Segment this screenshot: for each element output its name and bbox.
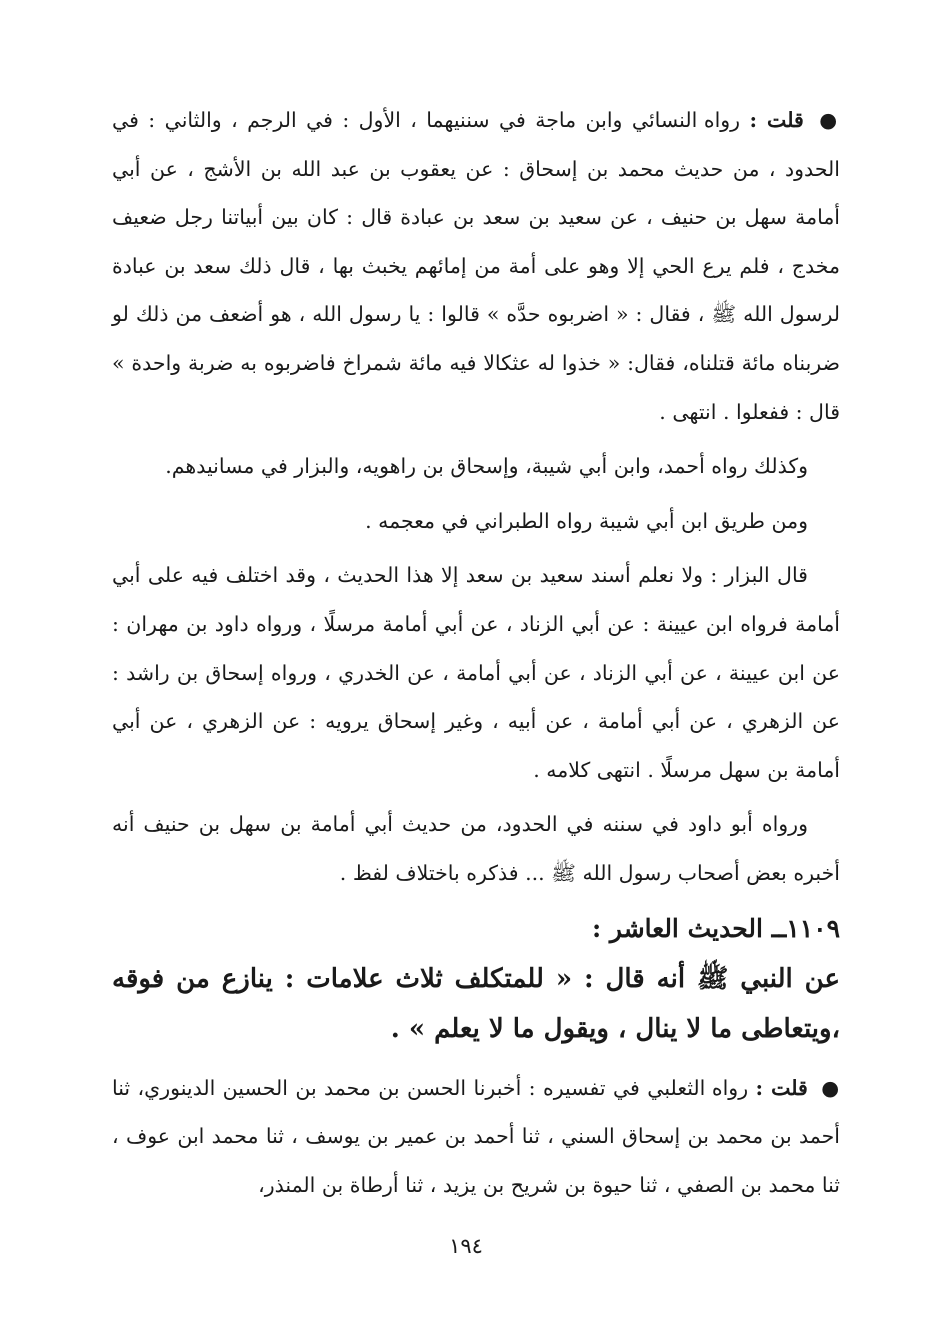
page-body — [112, 96, 840, 1209]
paragraph-final — [112, 1064, 840, 1210]
bullet-icon: ● — [819, 108, 840, 132]
paragraph-1 — [112, 96, 840, 436]
paragraph-text: رواه الثعلبي في تفسيره : أخبرنا الحسن بن محمد بن الحسين الدينوري، ثنا أحمد بن محمد بن إسحاق السني ، ثنا أحمد بن عمير بن يوسف ، ثنا محمد ابن عوف ، ثنا محمد بن الصفي ، ثنا حيوة بن شريح بن يزيد ، ثنا أرطاة بن المنذر، — [112, 1075, 840, 1197]
paragraph-text: ورواه أبو داود في سننه في الحدود، من حديث أبي أمامة بن سهل بن حنيف أنه أخبره بعض أصحاب رسول الله ﷺ ... فذكره باختلاف لفظ . — [112, 812, 840, 885]
hadith-text: عن النبي ﷺ أنه قال : « للمتكلف ثلاث علامات : ينازع من فوقه ،ويتعاطى ما لا ينال ، ويقول ما لا يعلم » . — [112, 963, 840, 1044]
paragraph-3 — [112, 497, 840, 546]
paragraph-lead: قلت : — [755, 1075, 808, 1100]
paragraph-lead: قلت : — [749, 108, 804, 132]
bullet-icon: ● — [821, 1075, 840, 1100]
paragraph-text: رواه النسائي وابن ماجة في سننيهما ، الأول : في الرجم ، والثاني : في الحدود ، من حديث محمد بن إسحاق : عن يعقوب بن عبد الله بن الأشج ، عن أبي أمامة سهل بن حنيف ، عن سعيد بن سعد بن عبادة قال : كان بين أبياتنا رجل ضعيف مخدج ، فلم يرع الحي إلا وهو على أمة من إمائهم يخبث بها ، قال ذلك سعد بن عبادة لرسول الله ﷺ ، فقال : « اضربوه حدَّه » قالوا : يا رسول الله ، هو أضعف من ذلك لو ضربناه مائة قتلناه، فقال: « خذوا له عثكالا فيه مائة شمراخ فاضربوه به ضربة واحدة » قال : ففعلوا . انتهى . — [112, 108, 840, 424]
paragraph-text: ومن طريق ابن أبي شيبة رواه الطبراني في معجمه . — [365, 508, 808, 533]
paragraph-text: وكذلك رواه أحمد، وابن أبي شيبة، وإسحاق بن راهويه، والبزار في مسانيدهم. — [165, 454, 808, 479]
paragraph-2 — [112, 442, 840, 491]
hadith-heading: ١١٠٩ــ الحديث العاشر : — [591, 913, 840, 943]
page-number: ١٩٤ — [449, 1234, 483, 1258]
paragraph-4 — [112, 551, 840, 794]
paragraph-5 — [112, 800, 840, 897]
paragraph-text: قال البزار : ولا نعلم أسند سعيد بن سعد إلا هذا الحديث ، وقد اختلف فيه على أبي أمامة فرواه ابن عيينة : عن أبي الزناد ، عن أبي أمامة مرسلًا ، ورواه داود بن مهران : عن ابن عيينة ، عن أبي الزناد ، عن أبي أمامة ، عن الخدري ، ورواه إسحاق بن راشد : عن الزهري ، عن أبي أمامة ، عن أبيه ، وغير إسحاق يرويه : عن الزهري ، عن أبي أمامة بن سهل مرسلًا . انتهى كلامه . — [112, 563, 840, 782]
